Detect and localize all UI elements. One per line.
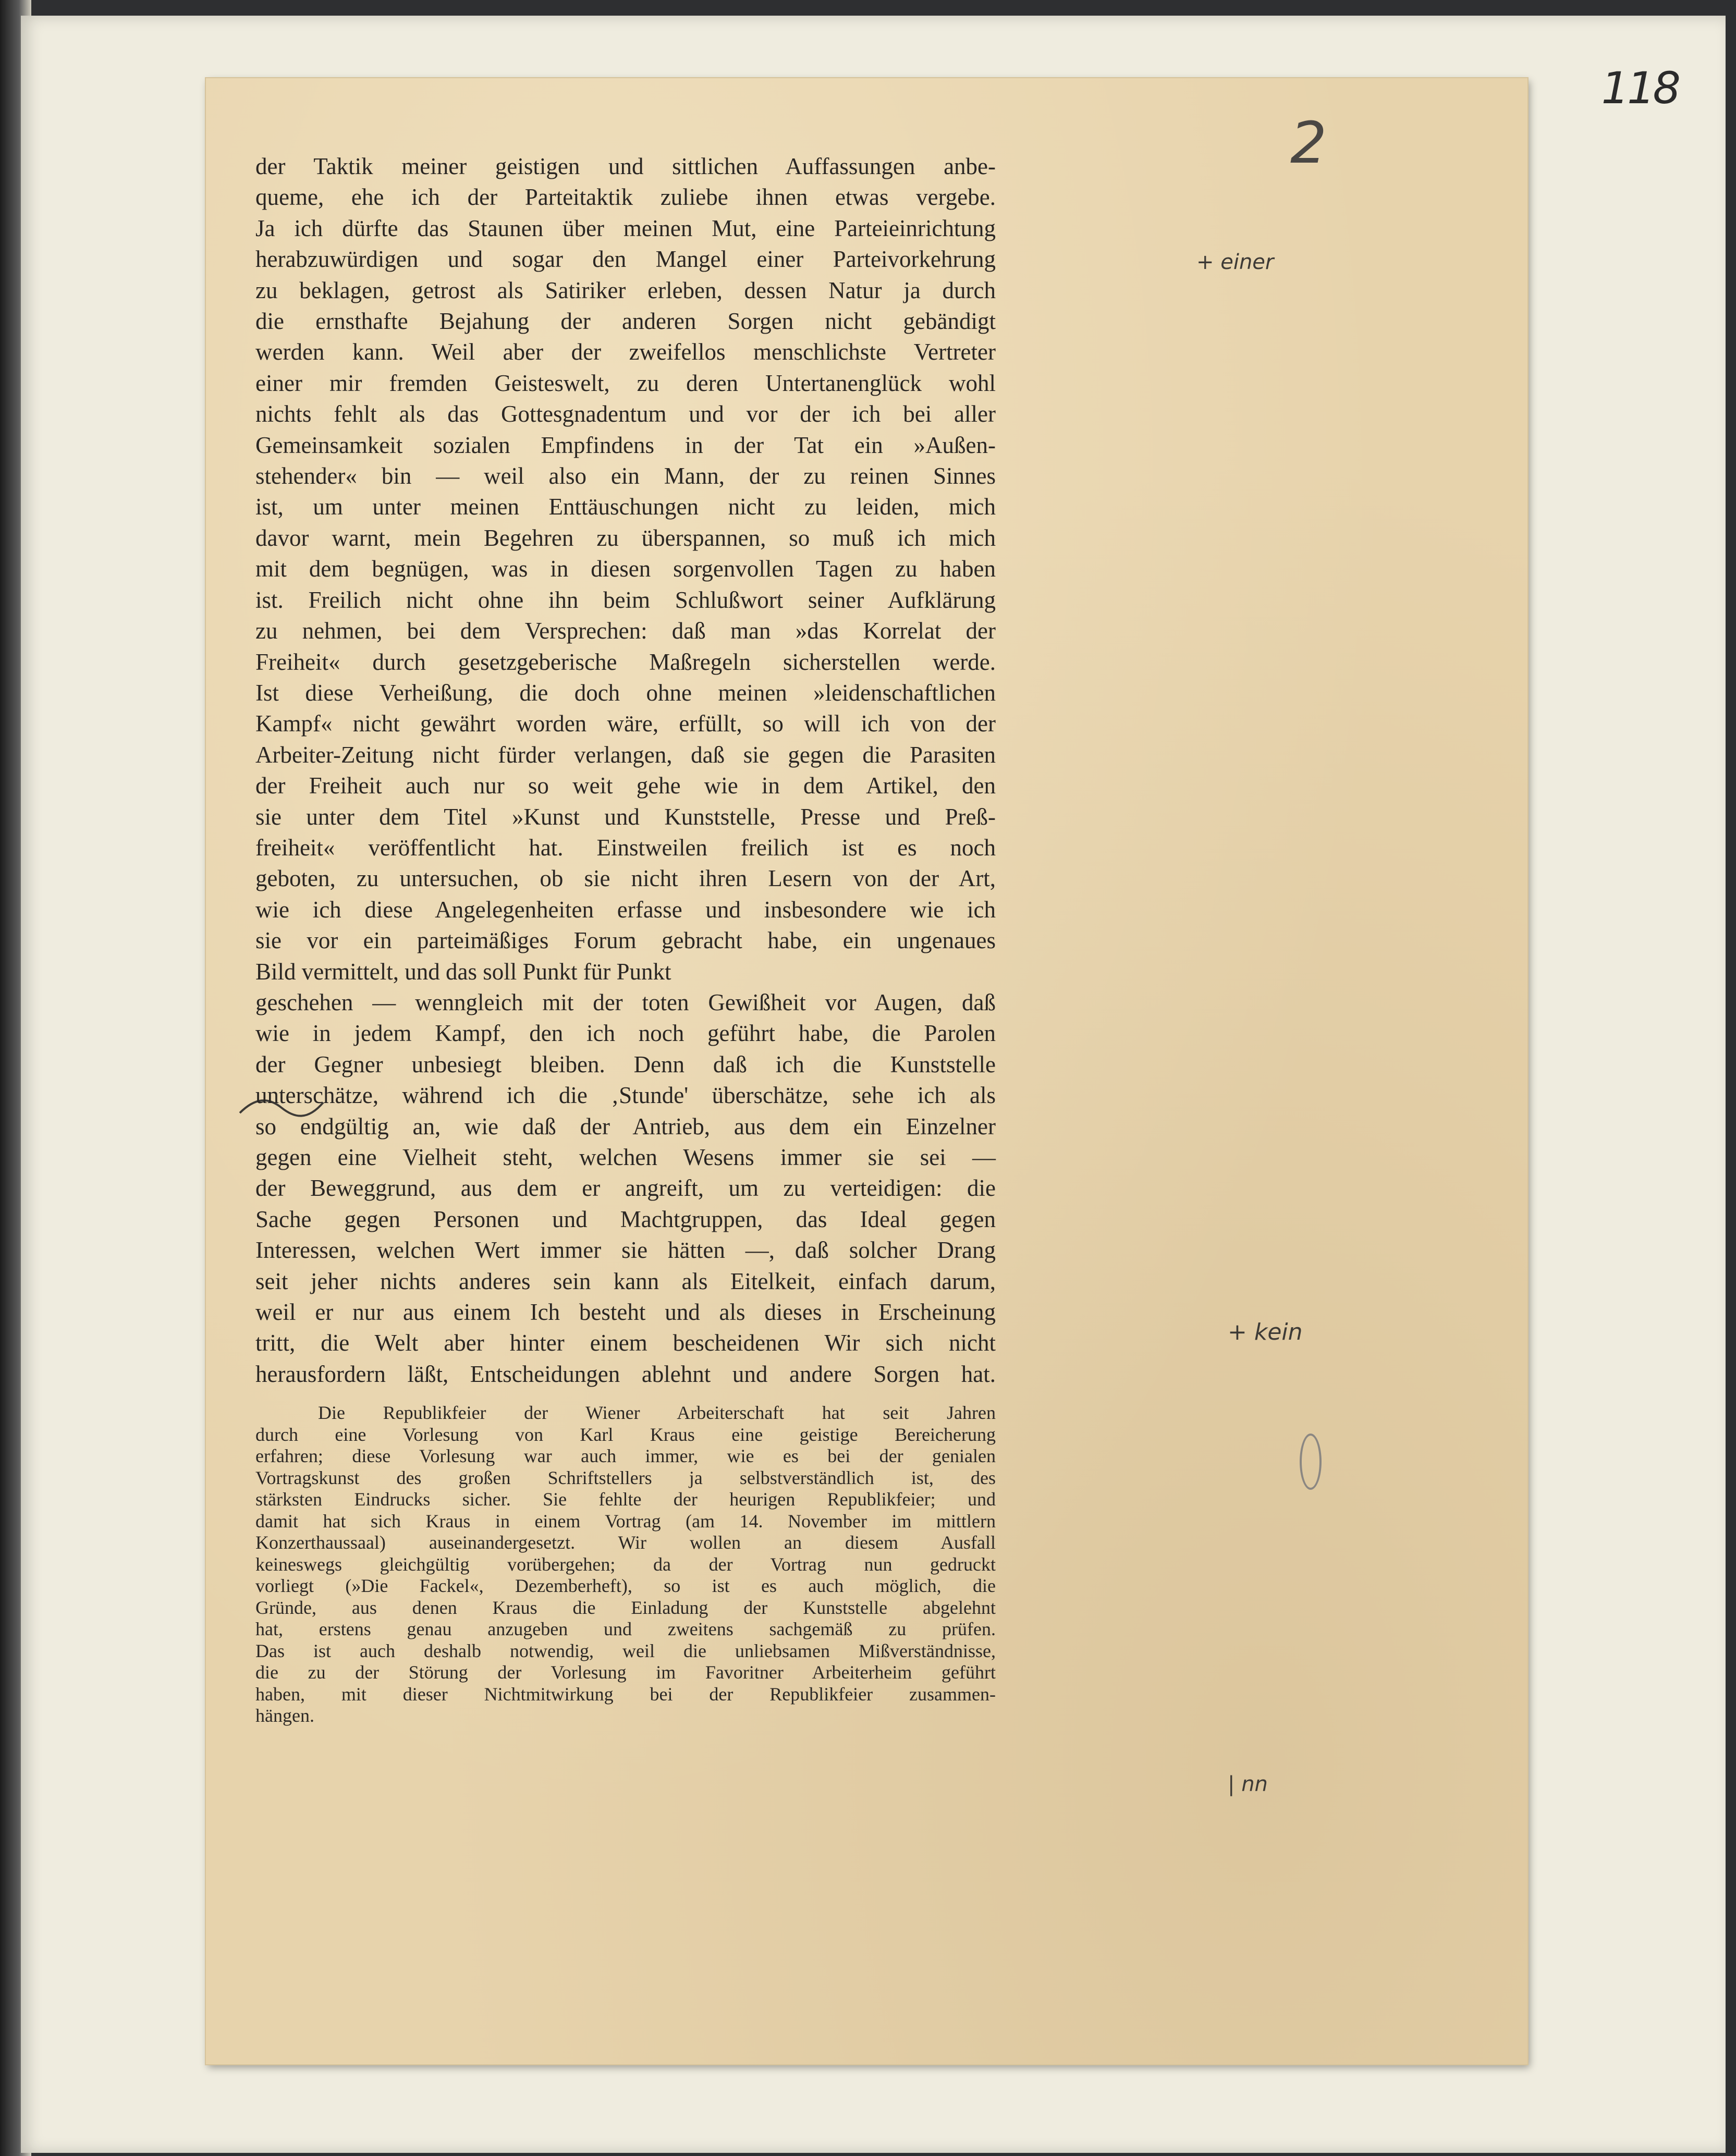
footnote-line: die zu der Störung der Vorlesung im Favoritner Arbeiterheim geführt [255, 1662, 996, 1683]
footnote-line: durch eine Vorlesung von Karl Kraus eine geistige Bereicherung [255, 1424, 996, 1445]
body-line: gegen eine Vielheit steht, welchen Wesens immer sie sei — [255, 1144, 996, 1170]
body-line: geboten, zu untersuchen, ob sie nicht ihren Lesern von der Art, [255, 865, 996, 892]
body-line: Ja ich dürfte das Staunen über meinen Mut, eine Parteieinrichtung [255, 215, 996, 241]
footnote-line: Das ist auch deshalb notwendig, weil die unliebsamen Mißverständnisse, [255, 1640, 996, 1661]
footnote-line: haben, mit dieser Nichtmitwirkung bei der Republikfeier zusammen- [255, 1683, 996, 1705]
body-line: Kampf« nicht gewährt worden wäre, erfüllt, so will ich von der [255, 710, 996, 737]
body-line: Bild vermittelt, und das soll Punkt für Punkt [255, 958, 671, 985]
handwritten-page-number: 2 [1290, 109, 1327, 176]
footnote-line: stärksten Eindrucks sicher. Sie fehlte der heurigen Republikfeier; und [255, 1489, 996, 1510]
body-line: mit dem begnügen, was in diesen sorgenvollen Tagen zu haben [255, 556, 996, 582]
body-line: Sache gegen Personen und Machtgruppen, das Ideal gegen [255, 1206, 996, 1232]
body-line: ist. Freilich nicht ohne ihn beim Schlußwort seiner Aufklärung [255, 586, 996, 613]
body-line: einer mir fremden Geisteswelt, zu deren Untertanenglück wohl [255, 370, 996, 396]
body-line: so endgültig an, wie daß der Antrieb, aus dem ein Einzelner [255, 1113, 996, 1140]
body-line: herabzuwürdigen und sogar den Mangel einer Parteivorkehrung [255, 246, 996, 273]
margin-note-kein: + kein [1228, 1319, 1303, 1345]
footnote-line: Gründe, aus denen Kraus die Einladung der Kunststelle abgelehnt [255, 1597, 996, 1618]
body-line: weil er nur aus einem Ich besteht und als dieses in Erscheinung [255, 1299, 996, 1326]
folio-number: 118 [1601, 63, 1679, 114]
body-line: tritt, die Welt aber hinter einem bescheidenen Wir sich nicht [255, 1330, 996, 1356]
body-line: Ist diese Verheißung, die doch ohne meinen »leidenschaftlichen [255, 679, 996, 706]
body-line: queme, ehe ich der Parteitaktik zuliebe ihnen etwas vergebe. [255, 184, 996, 211]
body-line: Interessen, welchen Wert immer sie hätten —, daß solcher Drang [255, 1237, 996, 1264]
body-line: sie unter dem Titel »Kunst und Kunststelle, Presse und Preß- [255, 803, 996, 830]
body-line: Arbeiter-Zeitung nicht fürder verlangen, daß sie gegen die Parasiten [255, 741, 996, 768]
footnote-line: Vortragskunst des großen Schriftstellers ja selbstverständlich ist, des [255, 1467, 996, 1488]
footnote-line: hat, erstens genau anzugeben und zweitens sachgemäß zu prüfen. [255, 1619, 996, 1639]
footnote-line: keineswegs gleichgültig vorübergehen; da der Vortrag nun gedruckt [255, 1553, 996, 1575]
footnote-line: damit hat sich Kraus in einem Vortrag (am 14. November im mittlern [255, 1510, 996, 1532]
body-line: unterschätze, während ich die ‚Stunde' überschätze, sehe ich als [255, 1082, 996, 1109]
body-line: nichts fehlt als das Gottesgnadentum und vor der ich bei aller [255, 401, 996, 427]
body-line: die ernsthafte Bejahung der anderen Sorgen nicht gebändigt [255, 308, 996, 335]
body-line: wie ich diese Angelegenheiten erfasse und insbesondere wie ich [255, 896, 996, 923]
body-line: stehender« bin — weil also ein Mann, der zu reinen Sinnes [255, 463, 996, 489]
footnote-line: erfahren; diese Vorlesung war auch immer, wie es bei der genialen [255, 1446, 996, 1466]
body-line: der Freiheit auch nur so weit gehe wie in dem Artikel, den [255, 773, 996, 799]
margin-note-einer: + einer [1196, 250, 1274, 274]
footnote-line: Konzerthaussaal) auseinandergesetzt. Wir wollen an diesem Ausfall [255, 1532, 996, 1553]
body-line: der Gegner unbesiegt bleiben. Denn daß ich die Kunststelle [255, 1051, 996, 1077]
body-line: zu nehmen, bei dem Versprechen: daß man »das Korrelat der [255, 618, 996, 644]
footnote-line: vorliegt (»Die Fackel«, Dezemberheft), so ist es auch möglich, die [255, 1575, 996, 1596]
body-line: herausfordern läßt, Entscheidungen ablehnt und andere Sorgen hat. [255, 1361, 996, 1387]
body-line: sie vor ein parteimäßiges Forum gebracht habe, ein ungenaues [255, 927, 996, 954]
margin-note-nn: | nn [1228, 1772, 1268, 1796]
main-text-block [255, 151, 996, 1390]
footnote-line: Die Republikfeier der Wiener Arbeiterschaft hat seit Jahren [318, 1402, 996, 1423]
body-line: Gemeinsamkeit sozialen Empfindens in der Tat ein »Außen- [255, 432, 996, 458]
body-line: seit jeher nichts anderes sein kann als Eitelkeit, einfach darum, [255, 1268, 996, 1294]
body-line: ist, um unter meinen Enttäuschungen nicht zu leiden, mich [255, 494, 996, 520]
body-line: freiheit« veröffentlicht hat. Einstweilen freilich ist es noch [255, 834, 996, 861]
body-line: der Taktik meiner geistigen und sittlichen Auffassungen anbe- [255, 153, 996, 179]
body-line: wie in jedem Kampf, den ich noch geführt habe, die Parolen [255, 1020, 996, 1047]
pencil-circle-mark [1300, 1434, 1322, 1490]
body-line: der Beweggrund, aus dem er angreift, um zu verteidigen: die [255, 1175, 996, 1202]
body-line: davor warnt, mein Begehren zu überspannen, so muß ich mich [255, 524, 996, 551]
body-line: Freiheit« durch gesetzgeberische Maßregeln sicherstellen werde. [255, 648, 996, 675]
footnote-line: hängen. [255, 1705, 314, 1726]
body-line: zu beklagen, getrost als Satiriker erleben, dessen Natur ja durch [255, 277, 996, 303]
body-line: geschehen — wenngleich mit der toten Gewißheit vor Augen, daß [255, 989, 996, 1015]
body-line: werden kann. Weil aber der zweifellos menschlichste Vertreter [255, 339, 996, 365]
footnote-block [255, 1402, 996, 1727]
